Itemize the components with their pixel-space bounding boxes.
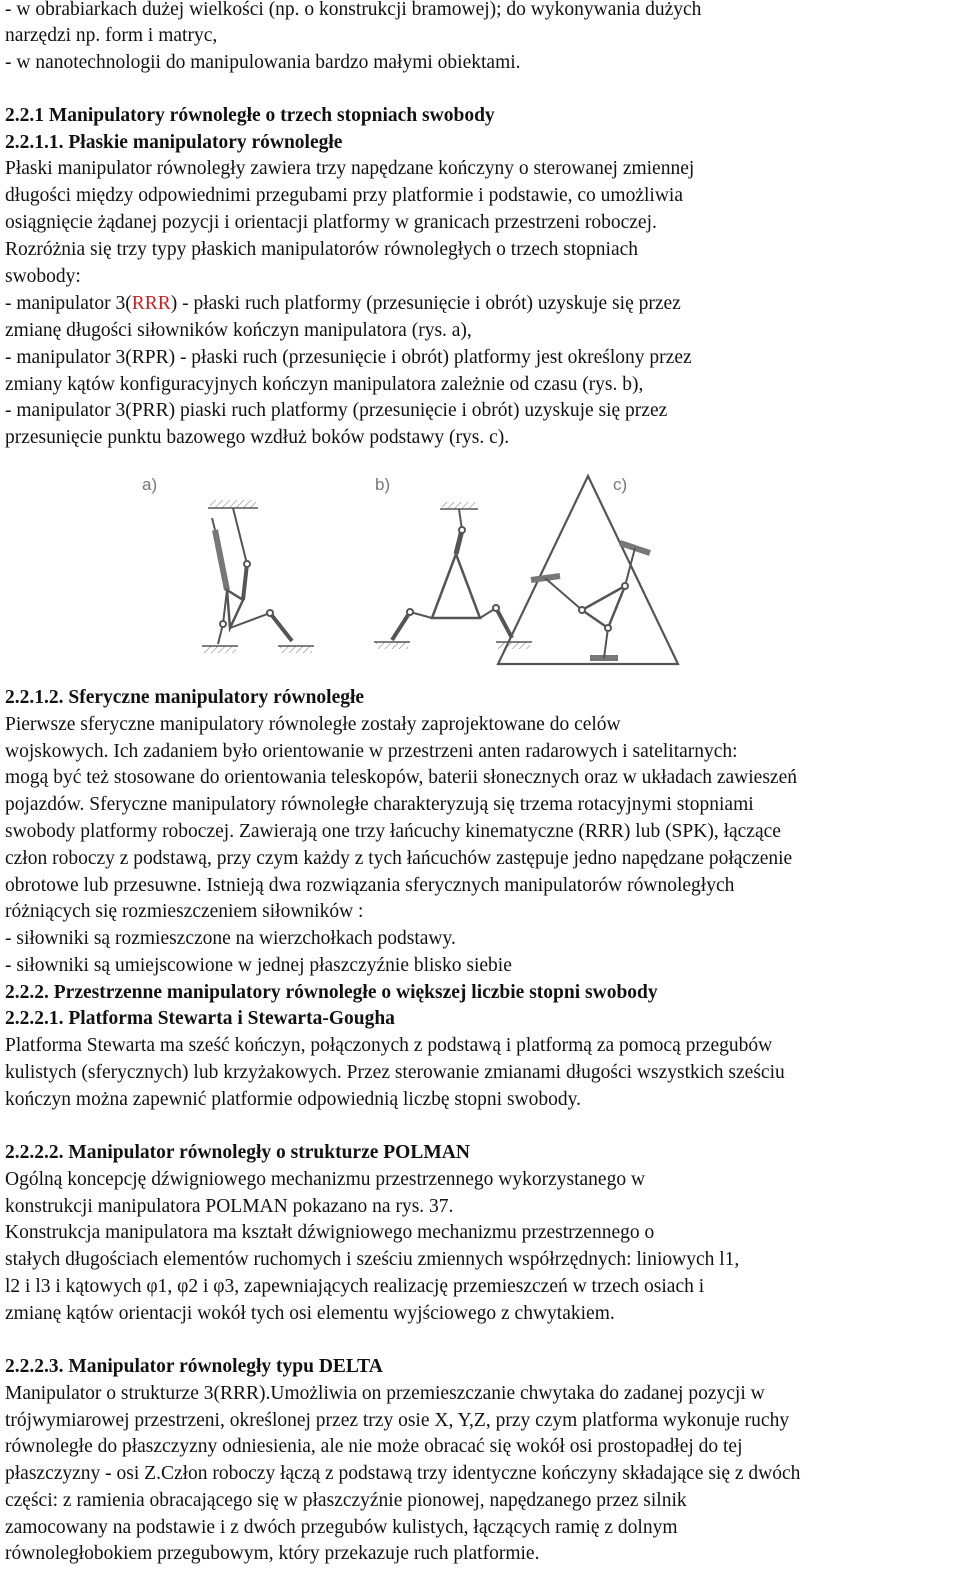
text-line: mogą być też stosowane do orientowania teleskopów, baterii słonecznych oraz w układach zawieszeń [5, 767, 797, 788]
text-line: swobody platformy roboczej. Zawierają one trzy łańcuchy kinematyczne (RRR) lub (SPK), łączące [5, 821, 781, 842]
text-line: Konstrukcja manipulatora ma kształt dźwigniowego mechanizmu przestrzennego o [5, 1222, 655, 1243]
subsection-heading: 2.2.2.1. Platforma Stewarta i Stewarta-Gougha [5, 1008, 395, 1029]
label-c: c) [613, 475, 628, 494]
text-line: - manipulator 3(PRR) piaski ruch platformy (przesunięcie i obrót) uzyskuje się przez [5, 400, 668, 421]
text-line: Ogólną koncepcję dźwigniowego mechanizmu przestrzennego wykorzystanego w [5, 1169, 646, 1190]
manipulator-diagrams [120, 468, 680, 673]
text-line: swobody: [5, 266, 81, 287]
text-line: Manipulator o strukturze 3(RRR).Umożliwia on przemieszczanie chwytaka do zadanej pozycji w [5, 1383, 765, 1404]
text-line: różniących się rozmieszczeniem siłowników : [5, 901, 364, 922]
text-line: - w nanotechnologii do manipulowania bardzo małymi obiektami. [5, 52, 521, 73]
text-line: wojskowych. Ich zadaniem było orientowanie w przestrzeni anten radarowych i satelitarnych: [5, 741, 738, 762]
text-line: przesunięcie punktu bazowego wzdłuż boków podstawy (rys. c). [5, 427, 510, 448]
text-line: zmianę kątów orientacji wokół tych osi elementu wyjściowego z chwytakiem. [5, 1303, 615, 1324]
diagram-a [202, 500, 314, 653]
text-line: Platforma Stewarta ma sześć kończyn, połączonych z podstawą i platformą za pomocą przegubów [5, 1035, 773, 1056]
text-line: Pierwsze sferyczne manipulatory równoległe zostały zaprojektowane do celów [5, 714, 621, 735]
subsection-heading: 2.2.1.1. Płaskie manipulatory równoległe [5, 132, 343, 153]
text-line: kończyn można zapewnić platformie odpowiednią liczbę stopni swobody. [5, 1089, 581, 1110]
diagram-b [374, 502, 532, 649]
text-line: obrotowe lub przesuwne. Istnieją dwa rozwiązania sferycznych manipulatorów równoległych [5, 875, 735, 896]
text-line: zmianę długości siłowników kończyn manipulatora (rys. a), [5, 320, 472, 341]
text-line: kulistych (sferycznych) lub krzyżakowych. Przez sterowanie zmianami długości wszystkich sześciu [5, 1062, 785, 1083]
text-line: człon roboczy z podstawą, przy czym każdy z tych łańcuchów zastępuje jedno napędzane połączenie [5, 848, 793, 869]
label-b: b) [375, 475, 391, 494]
text-line: równoległobokiem przegubowym, który przekazuje ruch platformie. [5, 1543, 540, 1564]
section-heading: 2.2.1 Manipulatory równoległe o trzech stopniach swobody [5, 105, 495, 126]
text-line: - manipulator 3(RPR) - płaski ruch (przesunięcie i obrót) platformy jest określony przez [5, 347, 692, 368]
text-line: l2 i l3 i kątowych φ1, φ2 i φ3, zapewniających realizację przemieszczeń w trzech osiach i [5, 1276, 705, 1297]
subsection-heading: 2.2.1.2. Sferyczne manipulatory równoległe [5, 687, 365, 708]
text-line: długości między odpowiednimi przegubami przy platformie i podstawie, co umożliwia [5, 185, 683, 206]
text-line: zamocowany na podstawie i z dwóch przegubów kulistych, łączących ramię z dolnym [5, 1517, 678, 1538]
subsection-heading: 2.2.2.2. Manipulator równoległy o strukturze POLMAN [5, 1142, 470, 1163]
subsection-heading: 2.2.2.3. Manipulator równoległy typu DELTA [5, 1356, 383, 1377]
text-line: osiągnięcie żądanej pozycji i orientacji platformy w granicach przestrzeni roboczej. [5, 212, 657, 233]
text-line: narzędzi np. form i matryc, [5, 25, 218, 46]
manipulator-figure [120, 468, 680, 673]
text-line: - siłowniki są umiejscowione w jednej płaszczyźnie blisko siebie [5, 955, 512, 976]
rrr-suffix: ) - płaski ruch platformy (przesunięcie i obrót) uzyskuje się przez [170, 293, 681, 314]
text-line: równoległe do płaszczyzny odniesienia, ale nie może obracać się wokół osi prostopadłej do tej [5, 1436, 743, 1457]
text-line: konstrukcji manipulatora POLMAN pokazano na rys. 37. [5, 1196, 454, 1217]
text-line: Płaski manipulator równoległy zawiera trzy napędzane kończyny o sterowanej zmiennej [5, 158, 695, 179]
text-line [5, 291, 681, 317]
text-line: części: z ramienia obracającego się w płaszczyźnie pionowej, napędzanego przez silnik [5, 1490, 687, 1511]
text-line: - w obrabiarkach dużej wielkości (np. o konstrukcji bramowej); do wykonywania dużych [5, 0, 702, 20]
text-line: Rozróżnia się trzy typy płaskich manipulatorów równoległych o trzech stopniach [5, 239, 639, 260]
text-line: płaszczyzny - osi Z.Człon roboczy łączą z podstawą trzy identyczne kończyny składające się z dwóch [5, 1463, 801, 1484]
text-line: pojazdów. Sferyczne manipulatory równoległe charakteryzują się trzema rotacyjnymi stopniami [5, 794, 754, 815]
text-line: trójwymiarowej przestrzeni, określonej przez trzy osie X, Y,Z, przy czym platforma wykonuje ruchy [5, 1410, 790, 1431]
rrr-prefix: - manipulator 3( [5, 293, 132, 314]
text-line: - siłowniki są rozmieszczone na wierzchołkach podstawy. [5, 928, 456, 949]
section-heading: 2.2.2. Przestrzenne manipulatory równoległe o większej liczbie stopni swobody [5, 982, 658, 1003]
text-line: zmiany kątów konfiguracyjnych kończyn manipulatora zależnie od czasu (rys. b), [5, 374, 644, 395]
rrr-highlight: RRR [131, 293, 171, 314]
diagram-c [498, 476, 678, 664]
label-a: a) [142, 475, 158, 494]
text-line: stałych długościach elementów ruchomych i sześciu zmiennych współrzędnych: liniowych l1, [5, 1249, 740, 1270]
